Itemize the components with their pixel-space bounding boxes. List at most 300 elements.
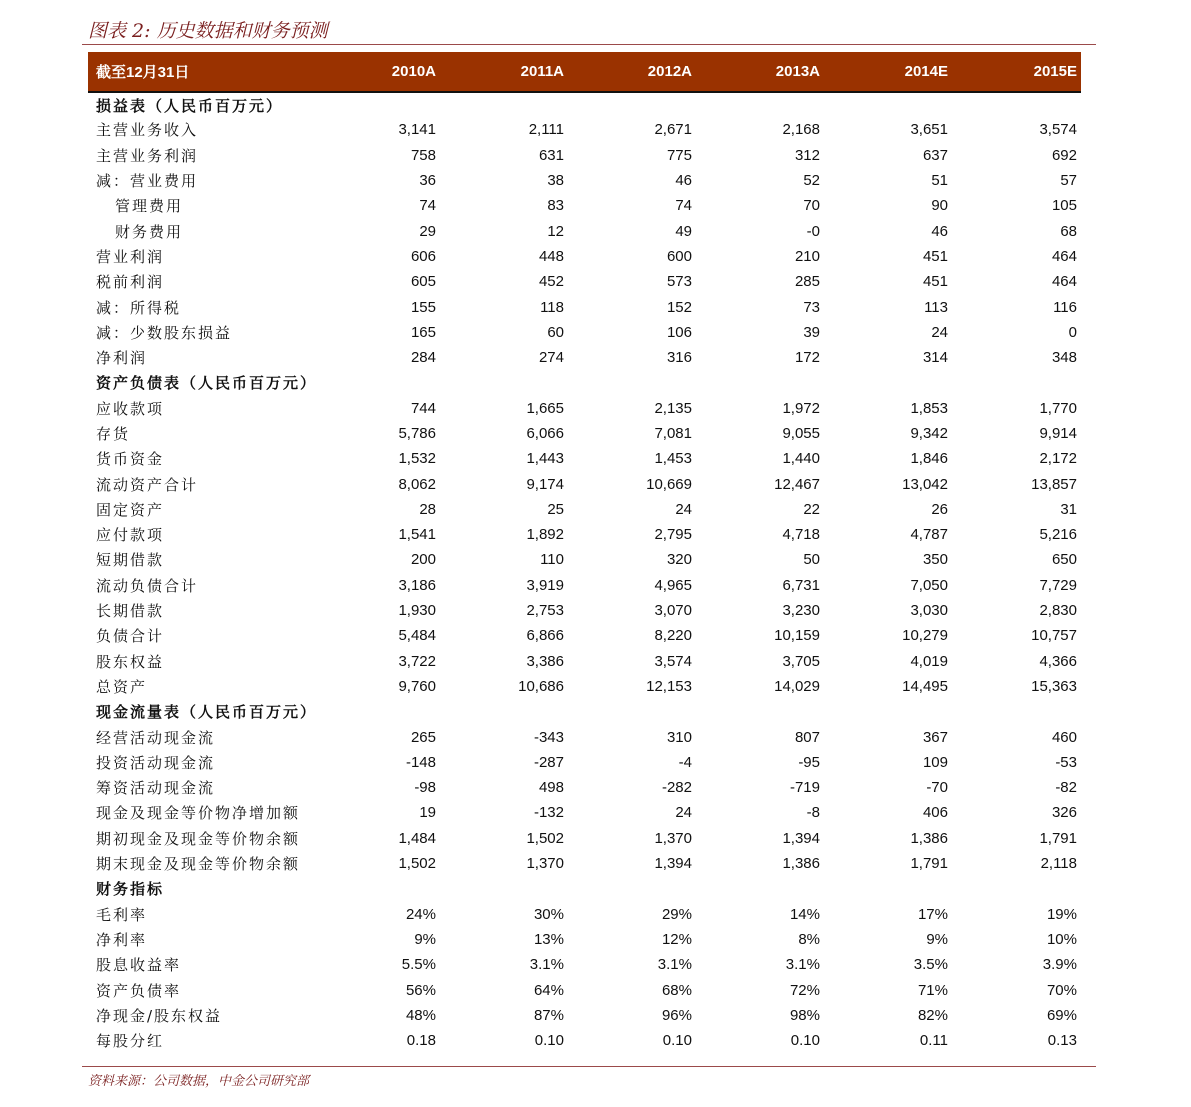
- cell-value: 13%: [533, 930, 564, 948]
- cell-value: -132: [533, 804, 564, 822]
- cell-value: -343: [533, 728, 564, 746]
- table-row: [88, 471, 1081, 496]
- cell-value: 12%: [661, 930, 692, 948]
- row-label: 减：少数股东损益: [96, 323, 233, 342]
- table-row: [88, 218, 1081, 243]
- cell-value: 2,168: [782, 121, 820, 139]
- cell-value: 10,159: [774, 627, 820, 645]
- cell-value: 0.11: [919, 1032, 948, 1050]
- cell-value: 49: [675, 222, 692, 240]
- cell-value: [692, 92, 820, 117]
- row-label: 营业利润: [96, 247, 165, 266]
- row-label: 总资产: [96, 677, 148, 696]
- cell-value: 5,786: [398, 425, 436, 442]
- cell-value: 4,718: [782, 526, 820, 544]
- cell-value: 68%: [661, 981, 692, 999]
- header-year: 2014E: [904, 63, 948, 80]
- cell-value: 600: [666, 247, 692, 265]
- section-title: 资产负债表（人民币百万元）: [96, 374, 318, 393]
- table-row: [88, 269, 1081, 294]
- cell-value: 3,230: [782, 602, 820, 620]
- source-note: 资料来源：公司数据，中金公司研究部: [88, 1074, 310, 1089]
- table-row: [88, 573, 1081, 598]
- section-title: 损益表（人民币百万元）: [96, 96, 284, 115]
- row-label: 流动资产合计: [96, 475, 199, 494]
- bottom-divider: [82, 1066, 1096, 1067]
- table-row: [88, 117, 1081, 142]
- table-row: [88, 143, 1081, 168]
- cell-value: 9,174: [526, 475, 564, 493]
- cell-value: 1,370: [654, 829, 692, 847]
- row-label: 股息收益率: [96, 956, 182, 975]
- cell-value: 1,394: [654, 855, 692, 873]
- cell-value: 15,363: [1031, 677, 1077, 695]
- cell-value: 31: [1060, 500, 1077, 518]
- cell-value: 3.1%: [785, 956, 820, 974]
- cell-value: 48%: [405, 1006, 436, 1024]
- cell-value: 692: [1051, 146, 1077, 164]
- cell-value: 52: [803, 172, 820, 190]
- cell-value: 109: [922, 753, 948, 771]
- row-label: 投资活动现金流: [96, 753, 216, 772]
- cell-value: [308, 699, 436, 724]
- cell-value: 19%: [1046, 905, 1077, 923]
- table-row: [88, 497, 1081, 522]
- cell-value: 3.1%: [529, 956, 564, 974]
- row-label: 净利润: [96, 349, 148, 368]
- cell-value: 10%: [1046, 930, 1077, 948]
- row-label: 净现金/股东权益: [96, 1006, 223, 1025]
- cell-value: 12: [547, 222, 564, 240]
- cell-value: 3.5%: [913, 956, 948, 974]
- cell-value: 3,070: [654, 602, 692, 620]
- cell-value: 70: [803, 197, 820, 215]
- table-row: [88, 800, 1081, 825]
- cell-value: 9%: [414, 930, 436, 948]
- cell-value: 0: [1068, 323, 1077, 341]
- row-label: 资产负债率: [96, 981, 182, 1000]
- cell-value: 71%: [917, 981, 948, 999]
- section-header-row: [88, 370, 1081, 395]
- cell-value: 74: [419, 197, 436, 215]
- row-label: 存货: [96, 425, 131, 443]
- cell-value: 2,118: [1040, 855, 1077, 873]
- cell-value: 110: [540, 551, 564, 569]
- cell-value: 50: [803, 551, 820, 569]
- cell-value: 1,930: [398, 602, 436, 620]
- cell-value: 310: [666, 728, 692, 746]
- cell-value: [820, 699, 948, 724]
- cell-value: 0.13: [1047, 1032, 1077, 1050]
- cell-value: 172: [794, 349, 820, 367]
- cell-value: [308, 876, 436, 901]
- cell-value: [436, 370, 564, 395]
- row-label: 经营活动现金流: [96, 728, 216, 747]
- cell-value: [820, 370, 948, 395]
- row-label: 主营业务利润: [96, 146, 199, 165]
- cell-value: 0.10: [534, 1032, 564, 1050]
- cell-value: 1,892: [526, 526, 564, 544]
- cell-value: 448: [538, 247, 564, 265]
- cell-value: 320: [666, 551, 692, 569]
- table-row: [88, 674, 1081, 699]
- cell-value: 98%: [789, 1006, 820, 1024]
- cell-value: 57: [1060, 172, 1077, 190]
- cell-value: 74: [675, 197, 692, 215]
- cell-value: 72%: [789, 981, 820, 999]
- cell-value: 10,686: [518, 677, 564, 695]
- row-label: 股东权益: [96, 652, 165, 671]
- header-year: 2011A: [520, 63, 564, 80]
- cell-value: 165: [410, 323, 436, 341]
- cell-value: 3,574: [654, 652, 692, 670]
- cell-value: 7,081: [654, 425, 692, 442]
- cell-value: 4,019: [910, 652, 948, 670]
- cell-value: 406: [922, 804, 948, 822]
- cell-value: 637: [922, 146, 948, 164]
- cell-value: 3,919: [526, 576, 564, 594]
- cell-value: -82: [1055, 779, 1077, 797]
- table-row: [88, 320, 1081, 345]
- table-row: [88, 1028, 1081, 1053]
- section-header-row: [88, 699, 1081, 724]
- cell-value: 152: [666, 298, 692, 316]
- cell-value: 8,220: [654, 627, 692, 645]
- cell-value: [948, 370, 1081, 395]
- cell-value: 1,502: [526, 829, 564, 847]
- cell-value: 24: [675, 804, 692, 822]
- cell-value: 2,172: [1039, 450, 1077, 468]
- cell-value: 7,729: [1039, 576, 1077, 594]
- cell-value: [564, 92, 692, 117]
- row-label: 负债合计: [96, 627, 165, 646]
- cell-value: 464: [1051, 247, 1077, 265]
- cell-value: 274: [538, 349, 564, 367]
- table-row: [88, 294, 1081, 319]
- table-row: [88, 649, 1081, 674]
- table-row: [88, 750, 1081, 775]
- cell-value: 29%: [661, 905, 692, 923]
- cell-value: 14%: [789, 905, 820, 923]
- table-row: [88, 902, 1081, 927]
- cell-value: 3,141: [398, 121, 436, 139]
- figure-title: 图表 2: 历史数据和财务预测: [88, 20, 328, 42]
- table-row: [88, 598, 1081, 623]
- table-row: [88, 775, 1081, 800]
- cell-value: -98: [414, 779, 436, 797]
- cell-value: 69%: [1046, 1006, 1077, 1024]
- table-row: [88, 826, 1081, 851]
- cell-value: 1,846: [910, 450, 948, 468]
- cell-value: 87%: [533, 1006, 564, 1024]
- table-row: [88, 927, 1081, 952]
- cell-value: 2,671: [654, 121, 692, 139]
- cell-value: -0: [806, 222, 820, 240]
- cell-value: [692, 370, 820, 395]
- cell-value: 64%: [533, 981, 564, 999]
- cell-value: 348: [1051, 349, 1077, 367]
- cell-value: [948, 876, 1081, 901]
- cell-value: 606: [410, 247, 436, 265]
- cell-value: 464: [1051, 273, 1077, 291]
- header-year: 2013A: [775, 63, 820, 80]
- cell-value: 350: [922, 551, 948, 569]
- cell-value: -53: [1055, 753, 1077, 771]
- cell-value: -4: [678, 753, 692, 771]
- cell-value: 5.5%: [401, 956, 436, 974]
- header-year: 2010A: [391, 63, 436, 80]
- cell-value: 22: [803, 500, 820, 518]
- cell-value: 314: [922, 349, 948, 367]
- section-header-row: [88, 876, 1081, 901]
- cell-value: 56%: [405, 981, 436, 999]
- cell-value: 113: [924, 298, 948, 316]
- header-year: 2012A: [647, 63, 692, 80]
- cell-value: 73: [803, 298, 820, 316]
- cell-value: 1,386: [782, 855, 820, 873]
- cell-value: 1,791: [910, 855, 948, 873]
- cell-value: 51: [931, 172, 948, 190]
- cell-value: 0.10: [790, 1032, 820, 1050]
- row-label: 长期借款: [96, 602, 165, 621]
- table-row: [88, 168, 1081, 193]
- cell-value: 9,914: [1039, 425, 1077, 442]
- table-row: [88, 421, 1081, 446]
- cell-value: 82%: [917, 1006, 948, 1024]
- row-label: 减：营业费用: [96, 172, 199, 191]
- cell-value: 1,394: [782, 829, 820, 847]
- cell-value: 316: [666, 349, 692, 367]
- cell-value: 19: [419, 804, 436, 822]
- cell-value: [436, 699, 564, 724]
- cell-value: -95: [798, 753, 820, 771]
- cell-value: 10,669: [646, 475, 692, 493]
- cell-value: 0.18: [406, 1032, 436, 1050]
- cell-value: 24: [931, 323, 948, 341]
- cell-value: 1,386: [910, 829, 948, 847]
- cell-value: 30%: [533, 905, 564, 923]
- cell-value: 1,370: [526, 855, 564, 873]
- cell-value: 25: [547, 500, 564, 518]
- table-body: [88, 92, 1081, 1053]
- cell-value: 14,495: [902, 677, 948, 695]
- cell-value: 451: [922, 273, 948, 291]
- table-row: [88, 396, 1081, 421]
- cell-value: [564, 876, 692, 901]
- cell-value: 39: [803, 323, 820, 341]
- cell-value: 24: [675, 500, 692, 518]
- cell-value: 60: [547, 323, 564, 341]
- top-divider: [82, 44, 1096, 45]
- financial-table: [88, 52, 1081, 1053]
- row-label: 固定资产: [96, 500, 165, 519]
- cell-value: 2,795: [654, 526, 692, 544]
- cell-value: 631: [538, 146, 564, 164]
- cell-value: 46: [675, 172, 692, 190]
- cell-value: 2,830: [1039, 602, 1077, 620]
- row-label: 现金及现金等价物净增加额: [96, 804, 301, 823]
- cell-value: -287: [533, 753, 564, 771]
- cell-value: 118: [540, 298, 564, 316]
- cell-value: -8: [806, 804, 820, 822]
- cell-value: 200: [410, 551, 436, 569]
- cell-value: 210: [794, 247, 820, 265]
- cell-value: 650: [1051, 551, 1077, 569]
- cell-value: 744: [410, 399, 436, 417]
- cell-value: 6,066: [526, 425, 564, 442]
- cell-value: 758: [410, 146, 436, 164]
- cell-value: 12,153: [646, 677, 692, 695]
- cell-value: 9,055: [782, 425, 820, 442]
- cell-value: [436, 876, 564, 901]
- cell-value: 3,574: [1039, 121, 1077, 139]
- cell-value: 13,042: [902, 475, 948, 493]
- cell-value: 116: [1053, 298, 1077, 316]
- cell-value: 1,440: [782, 450, 820, 468]
- row-label: 流动负债合计: [96, 576, 199, 595]
- cell-value: 3,705: [782, 652, 820, 670]
- cell-value: 68: [1060, 222, 1077, 240]
- cell-value: 2,135: [654, 399, 692, 417]
- cell-value: 8,062: [398, 475, 436, 493]
- cell-value: 367: [922, 728, 948, 746]
- table-header-row: [88, 52, 1081, 92]
- cell-value: 17%: [917, 905, 948, 923]
- cell-value: 1,665: [526, 399, 564, 417]
- cell-value: 1,453: [654, 450, 692, 468]
- cell-value: 1,502: [398, 855, 436, 873]
- cell-value: 5,484: [398, 627, 436, 645]
- cell-value: 9%: [926, 930, 948, 948]
- cell-value: 9,342: [910, 425, 948, 442]
- cell-value: 96%: [661, 1006, 692, 1024]
- cell-value: 4,366: [1039, 652, 1077, 670]
- cell-value: 1,532: [398, 450, 436, 468]
- cell-value: 451: [922, 247, 948, 265]
- cell-value: 9,760: [398, 677, 436, 695]
- cell-value: 285: [794, 273, 820, 291]
- cell-value: 106: [666, 323, 692, 341]
- row-label: 期初现金及现金等价物余额: [96, 829, 301, 848]
- cell-value: 105: [1051, 197, 1077, 215]
- cell-value: 265: [410, 728, 436, 746]
- row-label: 货币资金: [96, 450, 165, 469]
- cell-value: 10,279: [902, 627, 948, 645]
- cell-value: 452: [538, 273, 564, 291]
- cell-value: [564, 370, 692, 395]
- cell-value: 24%: [405, 905, 436, 923]
- table-row: [88, 724, 1081, 749]
- cell-value: 3,386: [526, 652, 564, 670]
- table-row: [88, 952, 1081, 977]
- cell-value: [308, 92, 436, 117]
- row-label: 减：所得税: [96, 298, 182, 317]
- row-label: 毛利率: [96, 905, 148, 924]
- cell-value: 38: [547, 172, 564, 190]
- row-label: 主营业务收入: [96, 121, 199, 140]
- cell-value: 3,030: [910, 602, 948, 620]
- row-label: 应付款项: [96, 526, 165, 545]
- cell-value: 90: [931, 197, 948, 215]
- cell-value: 5,216: [1039, 526, 1077, 544]
- cell-value: 0.10: [662, 1032, 692, 1050]
- cell-value: 36: [419, 172, 436, 190]
- cell-value: 7,050: [910, 576, 948, 594]
- section-header-row: [88, 92, 1081, 117]
- cell-value: 2,753: [526, 602, 564, 620]
- cell-value: 155: [410, 298, 436, 316]
- row-label: 每股分红: [96, 1032, 165, 1051]
- cell-value: [692, 699, 820, 724]
- cell-value: 8%: [798, 930, 820, 948]
- cell-value: [692, 876, 820, 901]
- cell-value: 12,467: [774, 475, 820, 493]
- table-row: [88, 851, 1081, 876]
- cell-value: 2,111: [528, 121, 564, 139]
- cell-value: 13,857: [1031, 475, 1077, 493]
- cell-value: 70%: [1046, 981, 1077, 999]
- section-title: 现金流量表（人民币百万元）: [96, 703, 318, 722]
- table-row: [88, 522, 1081, 547]
- table-row: [88, 446, 1081, 471]
- row-label: 财务费用: [115, 222, 184, 241]
- cell-value: 807: [794, 728, 820, 746]
- section-title: 财务指标: [96, 880, 165, 899]
- cell-value: 6,866: [526, 627, 564, 645]
- cell-value: 775: [666, 146, 692, 164]
- cell-value: [948, 699, 1081, 724]
- cell-value: 3,651: [910, 121, 948, 139]
- cell-value: [564, 699, 692, 724]
- cell-value: 3.1%: [657, 956, 692, 974]
- cell-value: 6,731: [782, 576, 820, 594]
- cell-value: -70: [926, 779, 948, 797]
- table-row: [88, 977, 1081, 1002]
- cell-value: 326: [1051, 804, 1077, 822]
- header-label: 截至12月31日: [96, 64, 190, 81]
- cell-value: 3.9%: [1042, 956, 1077, 974]
- cell-value: 83: [547, 197, 564, 215]
- row-label: 管理费用: [115, 197, 184, 216]
- table-row: [88, 623, 1081, 648]
- cell-value: 10,757: [1031, 627, 1077, 645]
- row-label: 税前利润: [96, 273, 165, 292]
- row-label: 短期借款: [96, 551, 165, 570]
- cell-value: 1,770: [1039, 399, 1077, 417]
- cell-value: -719: [789, 779, 820, 797]
- cell-value: 28: [419, 500, 436, 518]
- cell-value: 1,791: [1039, 829, 1077, 847]
- cell-value: 284: [410, 349, 436, 367]
- cell-value: 4,787: [910, 526, 948, 544]
- cell-value: 312: [794, 146, 820, 164]
- cell-value: -148: [405, 753, 436, 771]
- cell-value: 1,541: [398, 526, 436, 544]
- cell-value: 26: [931, 500, 948, 518]
- cell-value: 14,029: [774, 677, 820, 695]
- table-row: [88, 244, 1081, 269]
- table-row: [88, 547, 1081, 572]
- cell-value: [820, 876, 948, 901]
- cell-value: [308, 370, 436, 395]
- cell-value: [436, 92, 564, 117]
- table-row: [88, 345, 1081, 370]
- row-label: 应收款项: [96, 399, 165, 418]
- row-label: 期末现金及现金等价物余额: [96, 855, 301, 874]
- cell-value: 29: [419, 222, 436, 240]
- cell-value: 3,722: [398, 652, 436, 670]
- cell-value: [820, 92, 948, 117]
